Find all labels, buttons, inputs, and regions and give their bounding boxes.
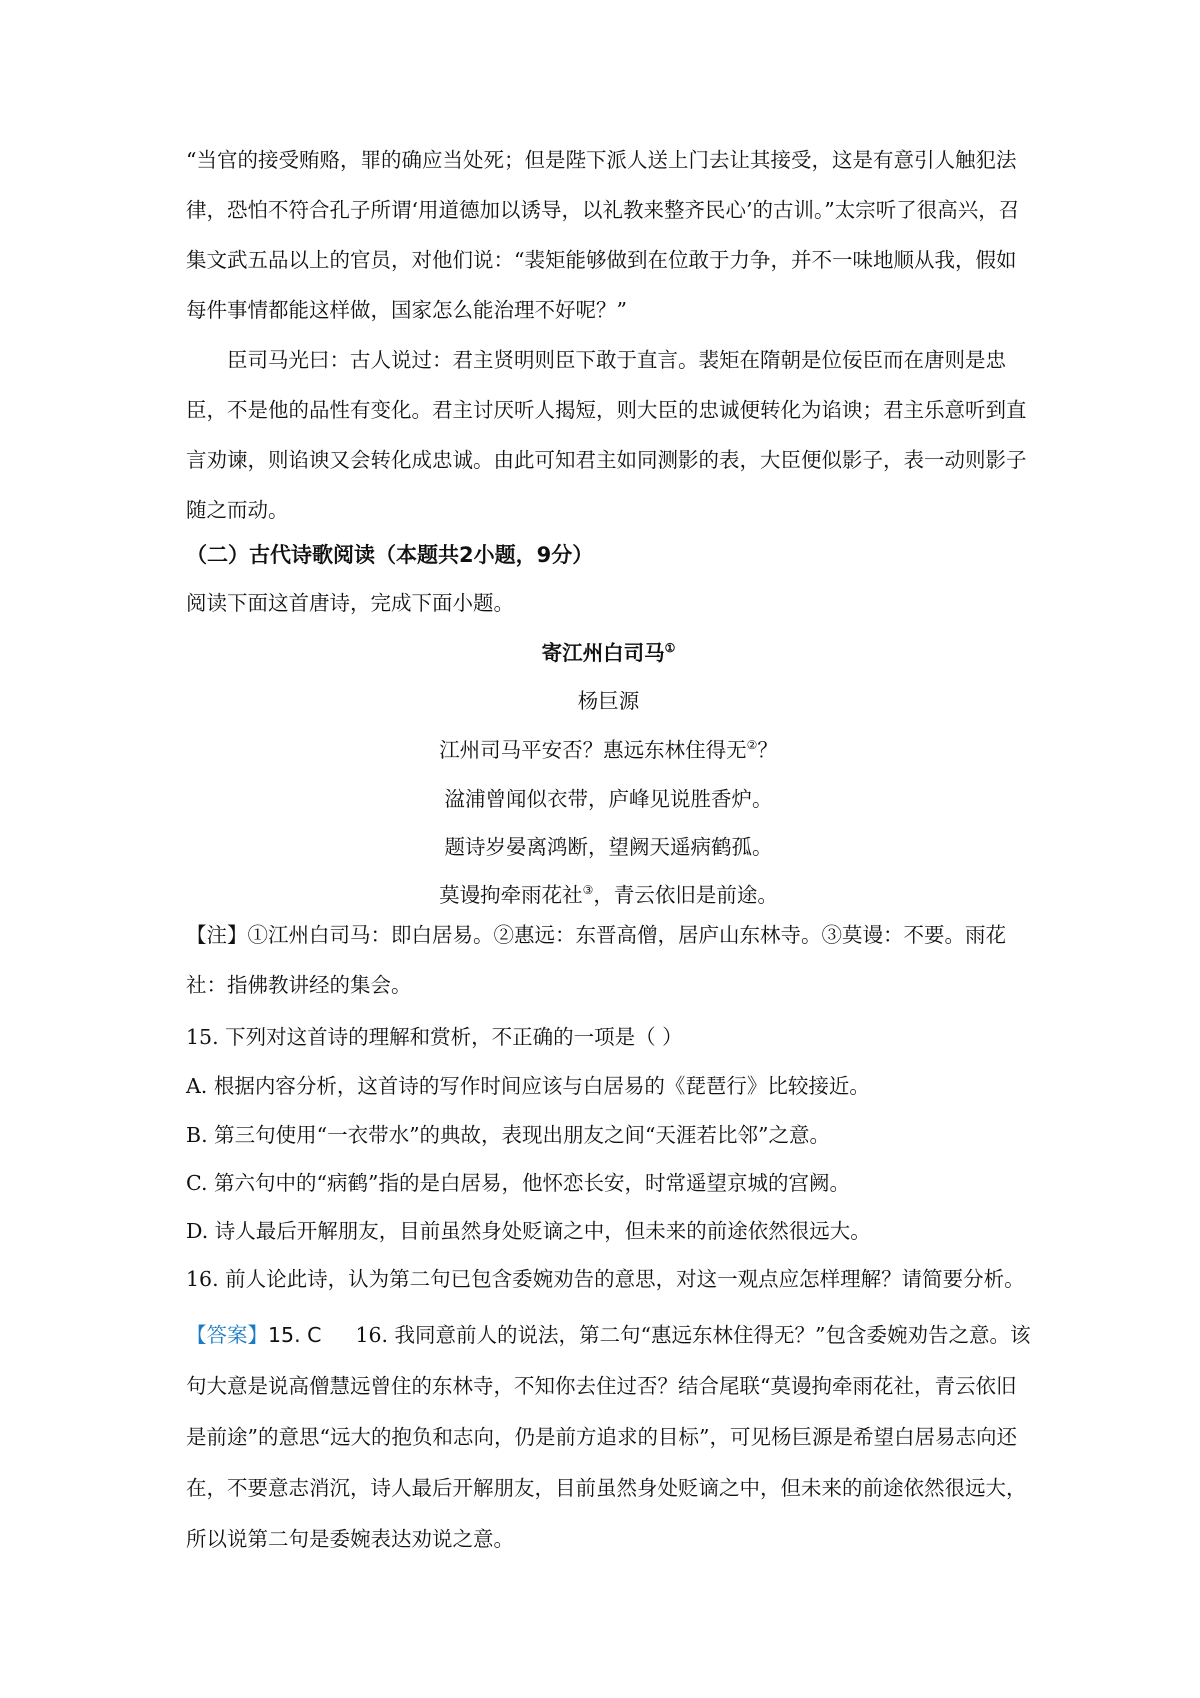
question-16-stem: 16. 前人论此诗，认为第二句已包含委婉劝告的意思，对这一观点应怎样理解？请简要分析。 bbox=[186, 1267, 1025, 1291]
poem-line-1 bbox=[186, 733, 1031, 763]
poem-line-1-end: ？ bbox=[757, 738, 778, 762]
poem-line-1-text: 江州司马平安否？惠远东林住得无 bbox=[439, 738, 747, 762]
poem-line-1-note-marker: ② bbox=[746, 738, 758, 753]
question-15-option-d: D. 诗人最后开解朋友，目前虽然身处贬谪之中，但未来的前途依然很远大。 bbox=[186, 1219, 871, 1243]
poem-title-text: 寄江州白司马 bbox=[541, 641, 665, 665]
poem-annotation: 【注】①江州白司马：即白居易。②惠远：东晋高僧，居庐山东林寺。③莫谩：不要。雨花社：指佛教讲经的集会。 bbox=[186, 923, 1006, 997]
question-15-stem: 15. 下列对这首诗的理解和赏析，不正确的一项是（ ） bbox=[186, 1025, 683, 1049]
answer-block bbox=[186, 1310, 1031, 1565]
translation-paragraph-2: 臣司马光曰：古人说过：君主贤明则臣下敢于直言。裴矩在隋朝是位佞臣而在唐则是忠臣，不是他的品性有变化。君主讨厌听人揭短，则大臣的忠诚便转化为谄谀；君主乐意听到直言劝谏，则谄谀又会转化成忠诚。由此可知君主如同测影的表，大臣便似影子，表一动则影子随之而动。 bbox=[186, 348, 1027, 522]
section-instruction: 阅读下面这首唐诗，完成下面小题。 bbox=[186, 591, 514, 615]
poem-line-3: 题诗岁晏离鸿断，望阙天遥病鹤孤。 bbox=[444, 835, 773, 859]
poem-line-4-end: ，青云依旧是前途。 bbox=[593, 883, 778, 907]
poem-line-4-text: 莫谩拘牵雨花社 bbox=[439, 883, 583, 907]
poem-author: 杨巨源 bbox=[577, 689, 640, 713]
poem-line-4-note-marker: ③ bbox=[582, 883, 594, 898]
question-15-option-c: C. 第六句中的“病鹤”指的是白居易，他怀恋长安，时常遥望京城的宫阙。 bbox=[186, 1171, 850, 1195]
section-heading: （二）古代诗歌阅读（本题共2小题，9分） bbox=[186, 543, 594, 567]
question-15-option-a: A. 根据内容分析，这首诗的写作时间应该与白居易的《琵琶行》比较接近。 bbox=[186, 1074, 870, 1098]
answer-16: 16. 我同意前人的说法，第二句“惠远东林住得无？”包含委婉劝告之意。该句大意是说高僧慧远曾住的东林寺，不知你去住过否？结合尾联“莫谩拘牵雨花社，青云依旧是前途”的意思“远大的抱负和志向，仍是前方追求的目标”，可见杨巨源是希望白居易志向还在，不要意志消沉，诗人最后开解朋友，目前虽然身处贬谪之中，但未来的前途依然很远大，所以说第二句是委婉表达劝说之意。 bbox=[186, 1323, 1031, 1551]
poem-line-2: 湓浦曾闻似衣带，庐峰见说胜香炉。 bbox=[444, 787, 773, 811]
poem-title bbox=[186, 636, 1031, 666]
poem-line-4 bbox=[186, 878, 1031, 908]
answer-15: 15. C bbox=[268, 1323, 322, 1347]
translation-paragraph-1: “当官的接受贿赂，罪的确应当处死；但是陛下派人送上门去让其接受，这是有意引人触犯法律，恐怕不符合孔子所谓‘用道德加以诱导，以礼教来整齐民心’的古训。”太宗听了很高兴，召集文武五品以上的官员，对他们说：“裴矩能够做到在位敢于力争，并不一味地顺从我，假如每件事情都能这样做，国家怎么能治理不好呢？” bbox=[186, 148, 1020, 322]
answer-label: 【答案】 bbox=[186, 1323, 268, 1347]
question-15-option-b: B. 第三句使用“一衣带水”的典故，表现出朋友之间“天涯若比邻”之意。 bbox=[186, 1123, 831, 1147]
poem-title-note-marker: ① bbox=[664, 641, 676, 656]
